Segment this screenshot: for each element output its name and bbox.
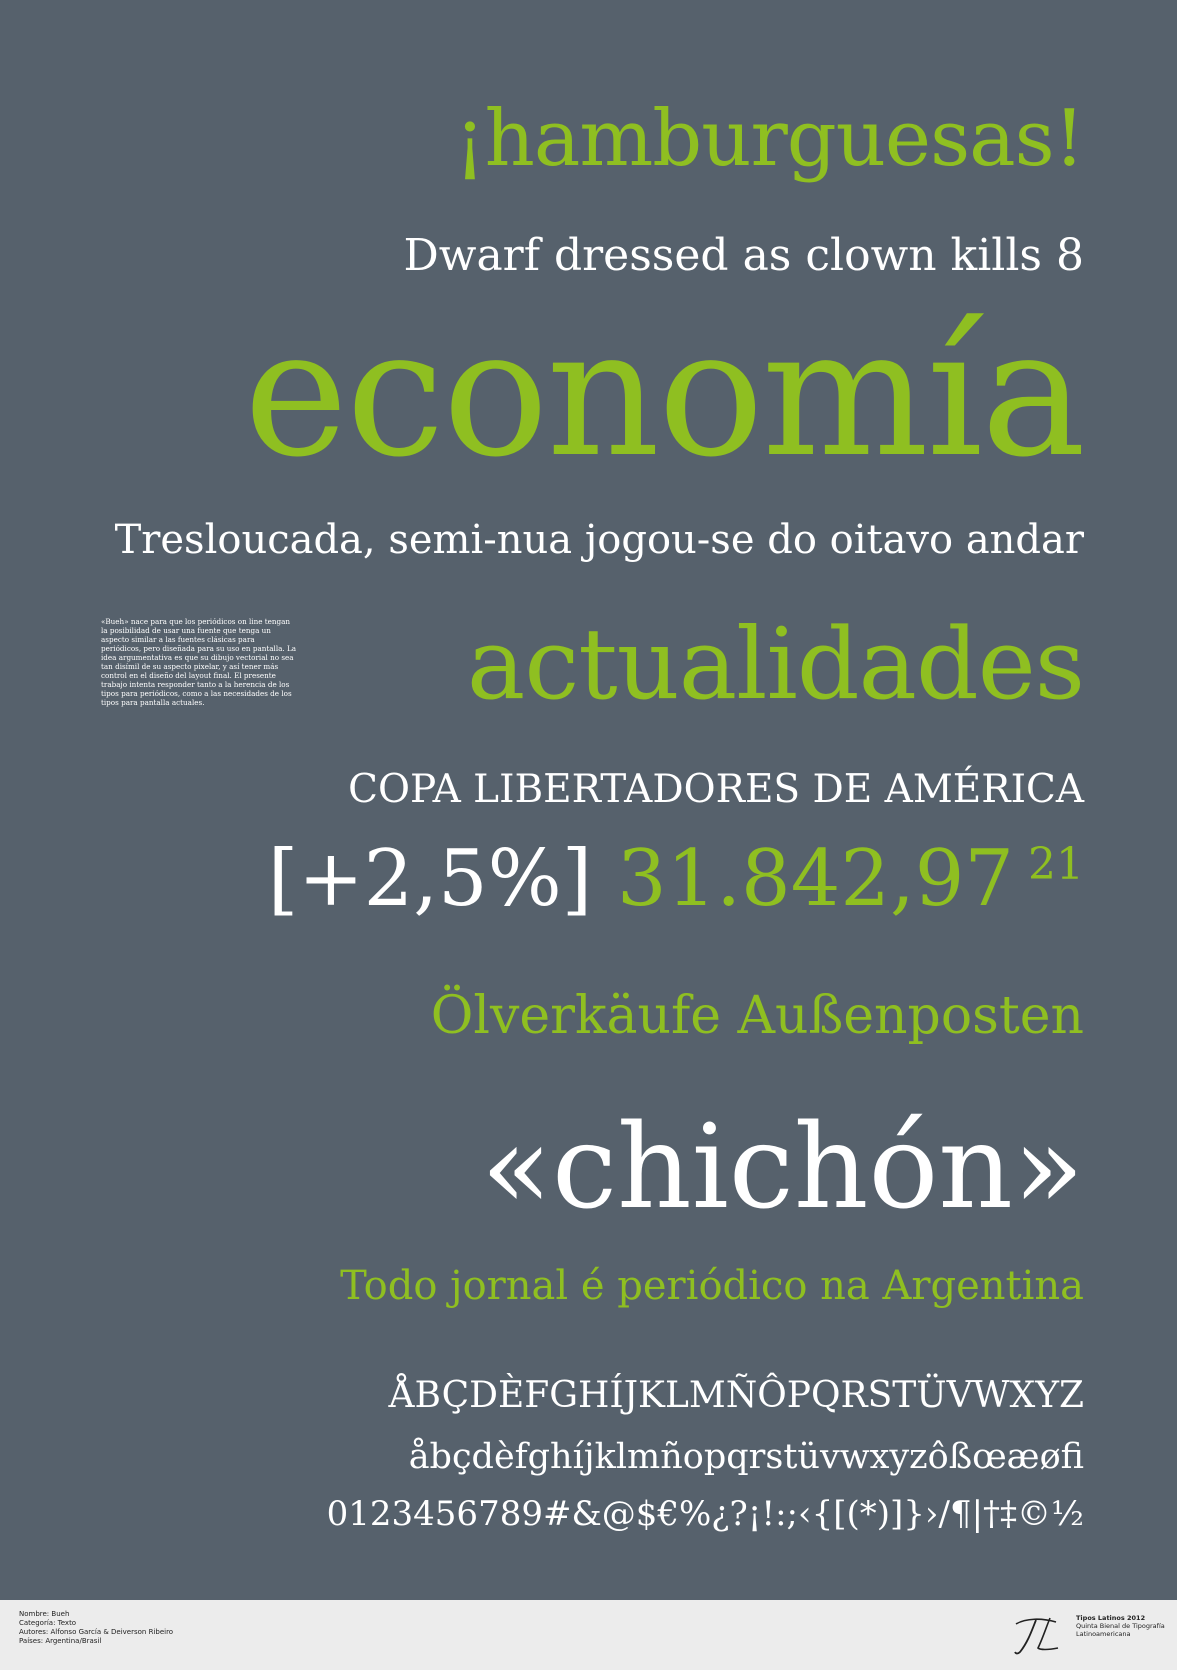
- footer-bar: [0, 1600, 1177, 1670]
- percent-figure: [+2,5%]: [267, 834, 593, 924]
- specimen-line-dwarf: Dwarf dressed as clown kills 8: [403, 230, 1084, 281]
- footer-credits: [19, 1610, 173, 1646]
- specimen-line-copa: COPA LIBERTADORES DE AMÉRICA: [348, 767, 1084, 812]
- specimen-line-chichon: «chichón»: [481, 1100, 1084, 1235]
- credit-category: Categoría: Texto: [19, 1619, 77, 1627]
- specimen-line-todo-jornal: Todo jornal é periódico na Argentina: [340, 1263, 1084, 1309]
- specimen-line-numbers: [267, 834, 1084, 924]
- credit-authors: Autores: Alfonso García & Deiverson Ribeiro: [19, 1628, 174, 1636]
- specimen-line-hamburguesas: ¡hamburguesas!: [454, 94, 1084, 184]
- description-blurb: «Bueh» nace para que los periódicos on line tengan la posibilidad de usar una fuente que tenga un aspecto similar a las fuentes clásicas para periódicos, pero diseñada para su uso en pantalla. La idea argumentativa es que su dibujo vectorial no sea tan disímil de su aspecto pixelar, y así tener más control en el diseño del layout final. El presente trabajo intenta responder tanto a la herencia de los tipos para periódicos, como a las necesidades de los tipos para pantalla actuales.: [101, 617, 297, 707]
- event-subtitle-2: Latinoamericana: [1076, 1630, 1131, 1638]
- number-figure: 31.842,97: [617, 834, 1014, 924]
- event-title: Tipos Latinos 2012: [1076, 1614, 1146, 1622]
- specimen-line-actualidades: actualidades: [466, 608, 1084, 722]
- event-title-block: [1076, 1614, 1165, 1638]
- specimen-line-olverkaufe: Ölverkäufe Außenposten: [430, 986, 1084, 1046]
- event-subtitle: Quinta Bienal de Tipografía: [1076, 1622, 1165, 1630]
- glyph-set-uppercase: ÅBÇDÈFGHÍJKLMÑÔPQRSTÜVWXYZ: [388, 1375, 1084, 1416]
- credit-name: Nombre: Bueh: [19, 1610, 70, 1618]
- specimen-line-tresloucada: Tresloucada, semi-nua jogou-se do oitavo andar: [114, 517, 1084, 563]
- tipos-latinos-logo-icon: [1012, 1610, 1064, 1656]
- credit-countries: Países: Argentina/Brasil: [19, 1637, 102, 1645]
- glyph-set-lowercase: åbçdèfghíjklmñopqrstüvwxyzôßœæøfi: [408, 1437, 1084, 1477]
- specimen-line-economia: economía: [243, 291, 1084, 496]
- superscript-figure: 21: [1028, 839, 1084, 890]
- glyph-set-figures: 0123456789#&@$€%¿?¡!:;‹{[(*)]}›/¶|†‡©½: [326, 1494, 1084, 1534]
